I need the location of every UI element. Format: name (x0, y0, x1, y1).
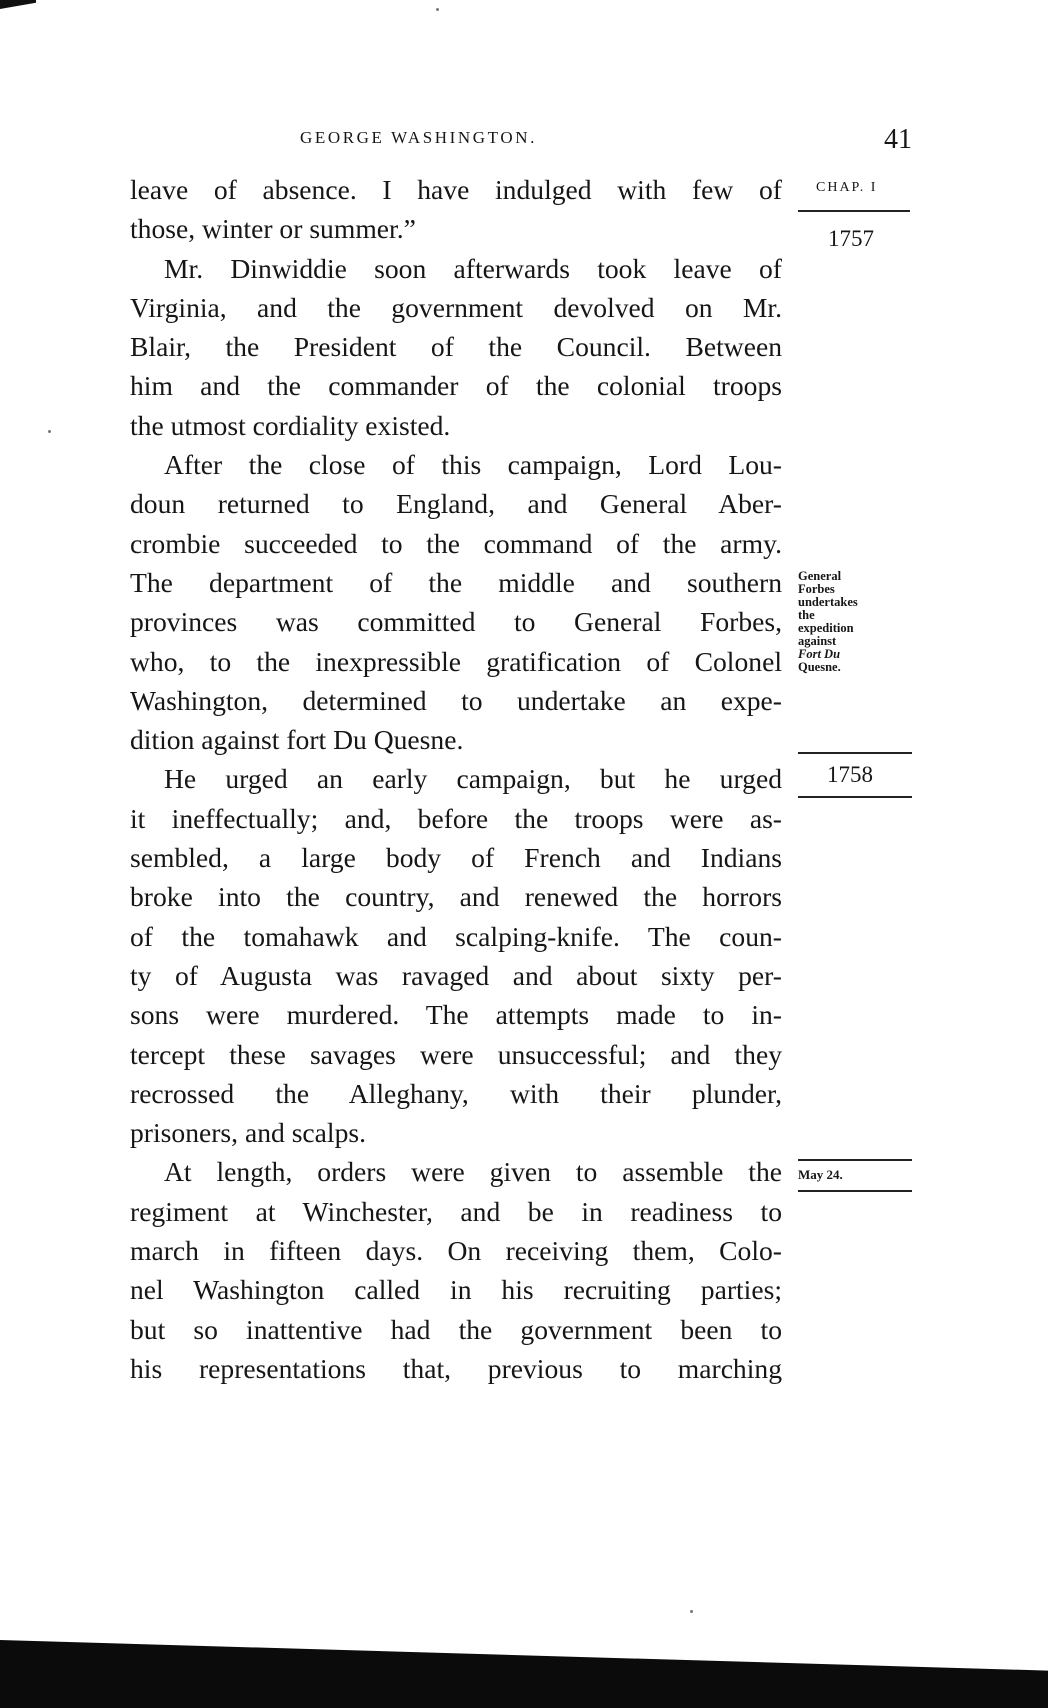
text-line: Mr. Dinwiddie soon afterwards took leave of (164, 252, 782, 284)
text-line: regiment at Winchester, and be in readiness to (130, 1195, 782, 1227)
marginal-note-line: Fort Du (798, 647, 841, 661)
margin-rule (798, 1190, 912, 1192)
body-text (130, 170, 782, 1388)
text-line: of the tomahawk and scalping-knife. The coun- (130, 920, 782, 952)
text-line: leave of absence. I have indulged with few of (130, 174, 782, 205)
marginal-note-line: against (798, 634, 837, 648)
text-line: tercept these savages were unsuccessful; and they (130, 1038, 782, 1070)
scan-speck (48, 430, 51, 433)
text-line: broke into the country, and renewed the horrors (130, 881, 782, 913)
scan-edge-mark (0, 0, 36, 9)
marginal-note-line: General (798, 569, 842, 583)
margin-rule (798, 752, 912, 754)
marginal-note (798, 570, 908, 674)
text-line: After the close of this campaign, Lord Lou- (164, 449, 782, 481)
text-line: He urged an early campaign, but he urged (164, 763, 782, 795)
text-line: recrossed the Alleghany, with their plunder, (130, 1077, 782, 1109)
margin-rule (798, 1159, 912, 1161)
text-line: Virginia, and the government devolved on Mr. (130, 291, 782, 323)
text-line: but so inattentive had the government been to (130, 1313, 782, 1345)
text-line: doun returned to England, and General Aber- (130, 488, 782, 520)
running-title: GEORGE WASHINGTON. (300, 128, 537, 147)
scan-speck (436, 8, 439, 11)
text-line: ty of Augusta was ravaged and about sixty per- (130, 959, 782, 991)
scan-bottom-edge (0, 1640, 1048, 1708)
text-line: nel Washington called in his recruiting parties; (130, 1274, 782, 1306)
text-line: The department of the middle and southern (130, 566, 782, 598)
text-line: crombie succeeded to the command of the army. (130, 527, 782, 559)
scan-speck (690, 1610, 693, 1613)
text-line: sons were murdered. The attempts made to in- (130, 999, 782, 1031)
text-line: the utmost cordiality existed. (130, 409, 451, 441)
marginal-note-line: expedition (798, 621, 854, 635)
text-line: At length, orders were given to assemble the (164, 1156, 782, 1188)
text-line: provinces was committed to General Forbes, (130, 606, 782, 638)
text-line: Washington, determined to undertake an expe- (130, 684, 782, 716)
marginal-note-line: Quesne. (798, 660, 841, 674)
marginal-note-line: Forbes (798, 582, 835, 596)
year-label: 1757 (828, 226, 874, 251)
page-number: 41 (884, 124, 912, 155)
text-line: march in fifteen days. On receiving them, Colo- (130, 1235, 782, 1267)
text-line: dition against fort Du Quesne. (130, 724, 464, 756)
margin-rule (798, 796, 912, 798)
text-line: prisoners, and scalps. (130, 1117, 367, 1149)
marginal-note-line: the (798, 608, 815, 622)
chapter-label: CHAP. I (816, 180, 878, 195)
text-line: sembled, a large body of French and Indians (130, 842, 782, 874)
year-label: 1758 (827, 762, 873, 787)
text-line: his representations that, previous to marching (130, 1352, 782, 1384)
text-line: him and the commander of the colonial troops (130, 370, 782, 402)
margin-rule (798, 210, 910, 212)
text-line: who, to the inexpressible gratification of Colonel (130, 645, 782, 677)
text-line: those, winter or summer.” (130, 213, 416, 245)
marginal-note-line: undertakes (798, 595, 858, 609)
text-line: it ineffectually; and, before the troops were as- (130, 802, 782, 834)
date-note: May 24. (798, 1167, 843, 1182)
text-line: Blair, the President of the Council. Between (130, 331, 782, 363)
